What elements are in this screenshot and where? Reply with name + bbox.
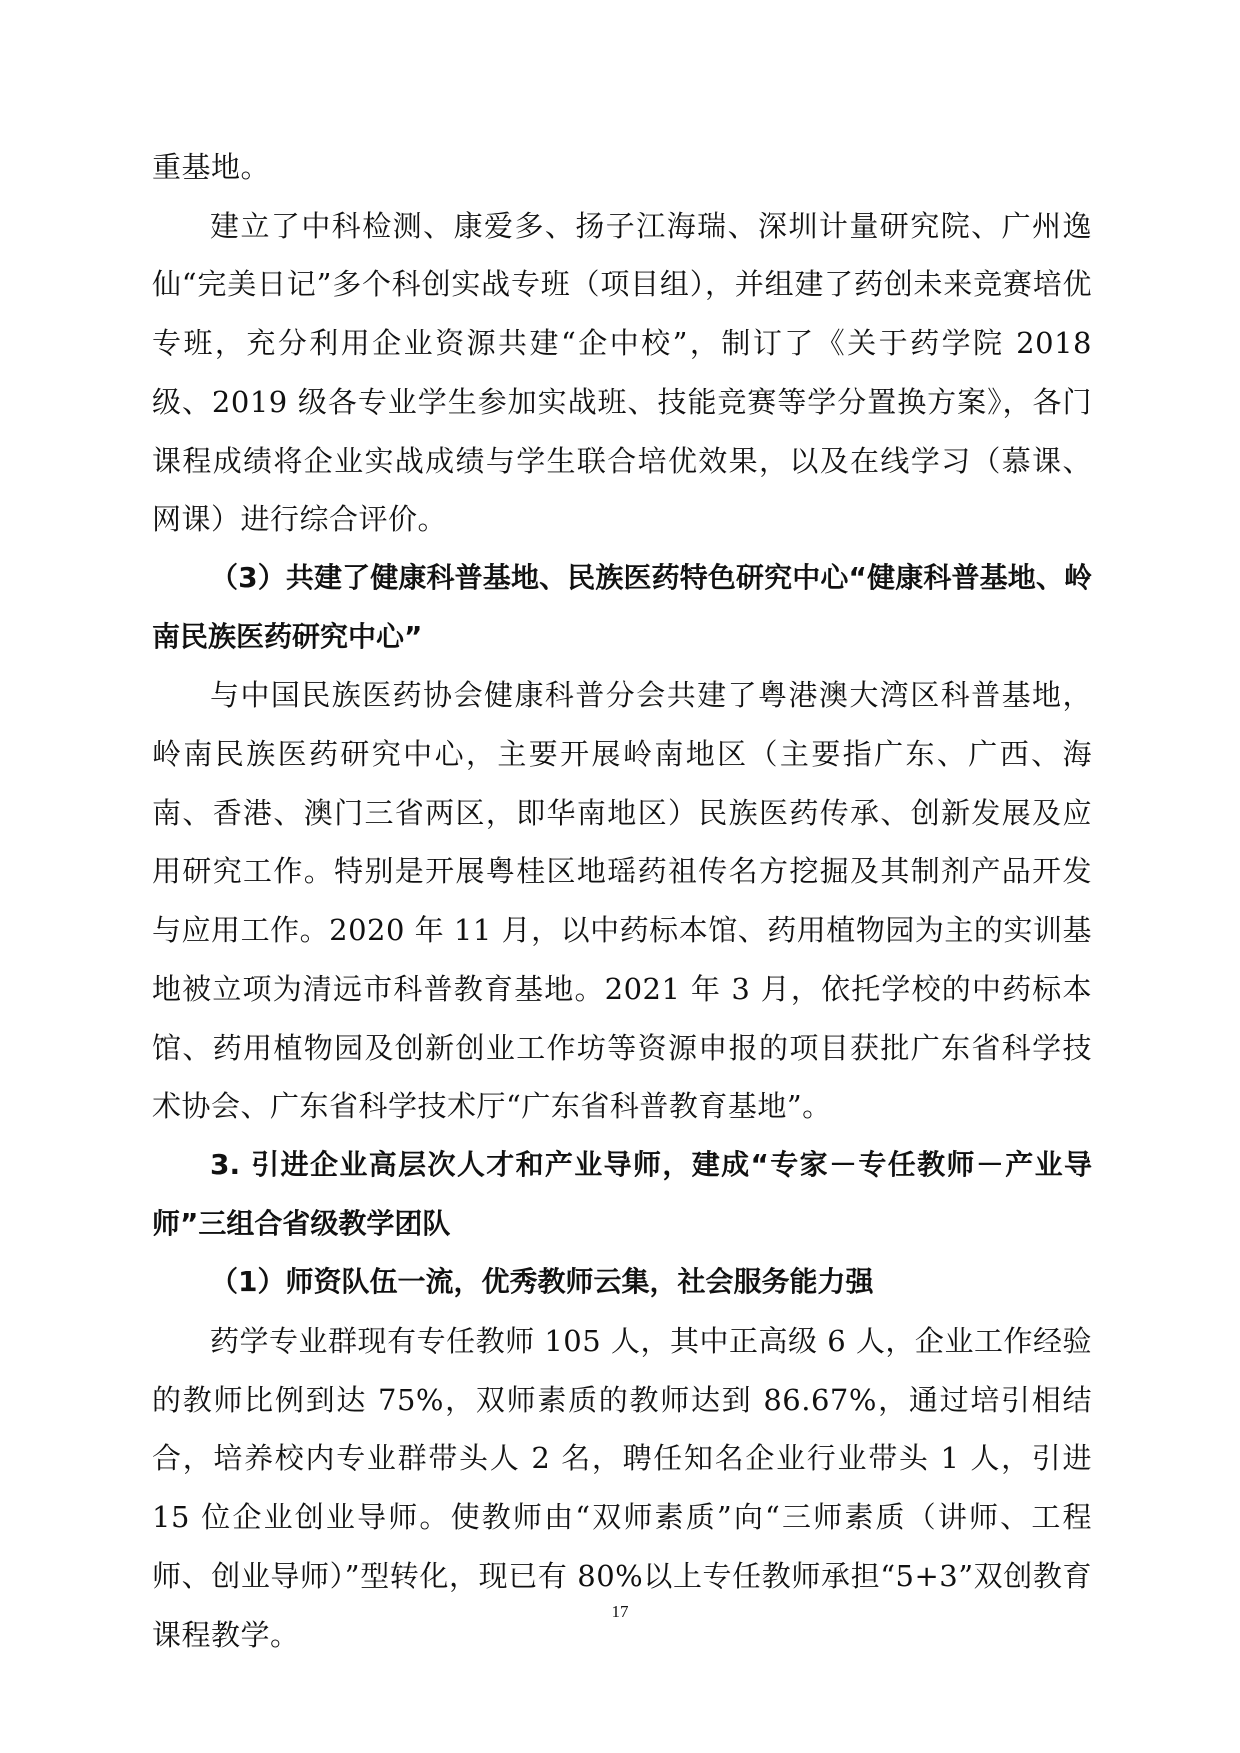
page-number: 17 xyxy=(611,1602,629,1621)
paragraph-continuation: 重基地。 xyxy=(152,150,271,184)
paragraph-health-base: 与中国民族医药协会健康科普分会共建了粤港澳大湾区科普基地，岭南民族医药研究中心，主要开展岭南地区（主要指广东、广西、海南、香港、澳门三省两区，即华南地区）民族医药传承、创新发展及应用研究工作。特别是开展粤桂区地瑶药祖传名方挖掘及其制剂产品开发与应用工作。2020 年 11 月，以中药标本馆、药用植物园为主的实训基地被立项为清远市科普教育基地。2021 年 3 月，依托学校的中药标本馆、药用植物园及创新创业工作坊等资源申报的项目获批广东省科学技术协会、广东省科学技术厅“广东省科普教育基地”。 xyxy=(152,678,1092,1124)
subsection-heading-faculty: （1）师资队伍一流，优秀教师云集，社会服务能力强 xyxy=(210,1265,874,1299)
section-heading-teaching-team: 3. 引进企业高层次人才和产业导师，建成“专家－专任教师－产业导师”三组合省级教学团队 xyxy=(152,1147,1092,1240)
paragraph-faculty: 药学专业群现有专任教师 105 人，其中正高级 6 人，企业工作经验的教师比例到达 75%，双师素质的教师达到 86.67%，通过培引相结合，培养校内专业群带头人 2 名，聘任知名企业行业带头 1 人，引进 15 位企业创业导师。使教师由“双师素质”向“三师素质（讲师、工程师、创业导师）”型转化，现已有 80%以上专任教师承担“5+3”双创教育课程教学。 xyxy=(152,1324,1092,1652)
paragraph-practice-classes: 建立了中科检测、康爱多、扬子江海瑞、深圳计量研究院、广州逸仙“完美日记”多个科创实战专班（项目组），并组建了药创未来竞赛培优专班，充分利用企业资源共建“企中校”，制订了《关于药学院 2018 级、2019 级各专业学生参加实战班、技能竞赛等学分置换方案》，各门课程成绩将企业实战成绩与学生联合培优效果，以及在线学习（慕课、网课）进行综合评价。 xyxy=(152,208,1092,537)
section-heading-health-base: （3）共建了健康科普基地、民族医药特色研究中心“健康科普基地、岭南民族医药研究中心” xyxy=(152,560,1092,653)
page-body xyxy=(152,138,1092,1664)
